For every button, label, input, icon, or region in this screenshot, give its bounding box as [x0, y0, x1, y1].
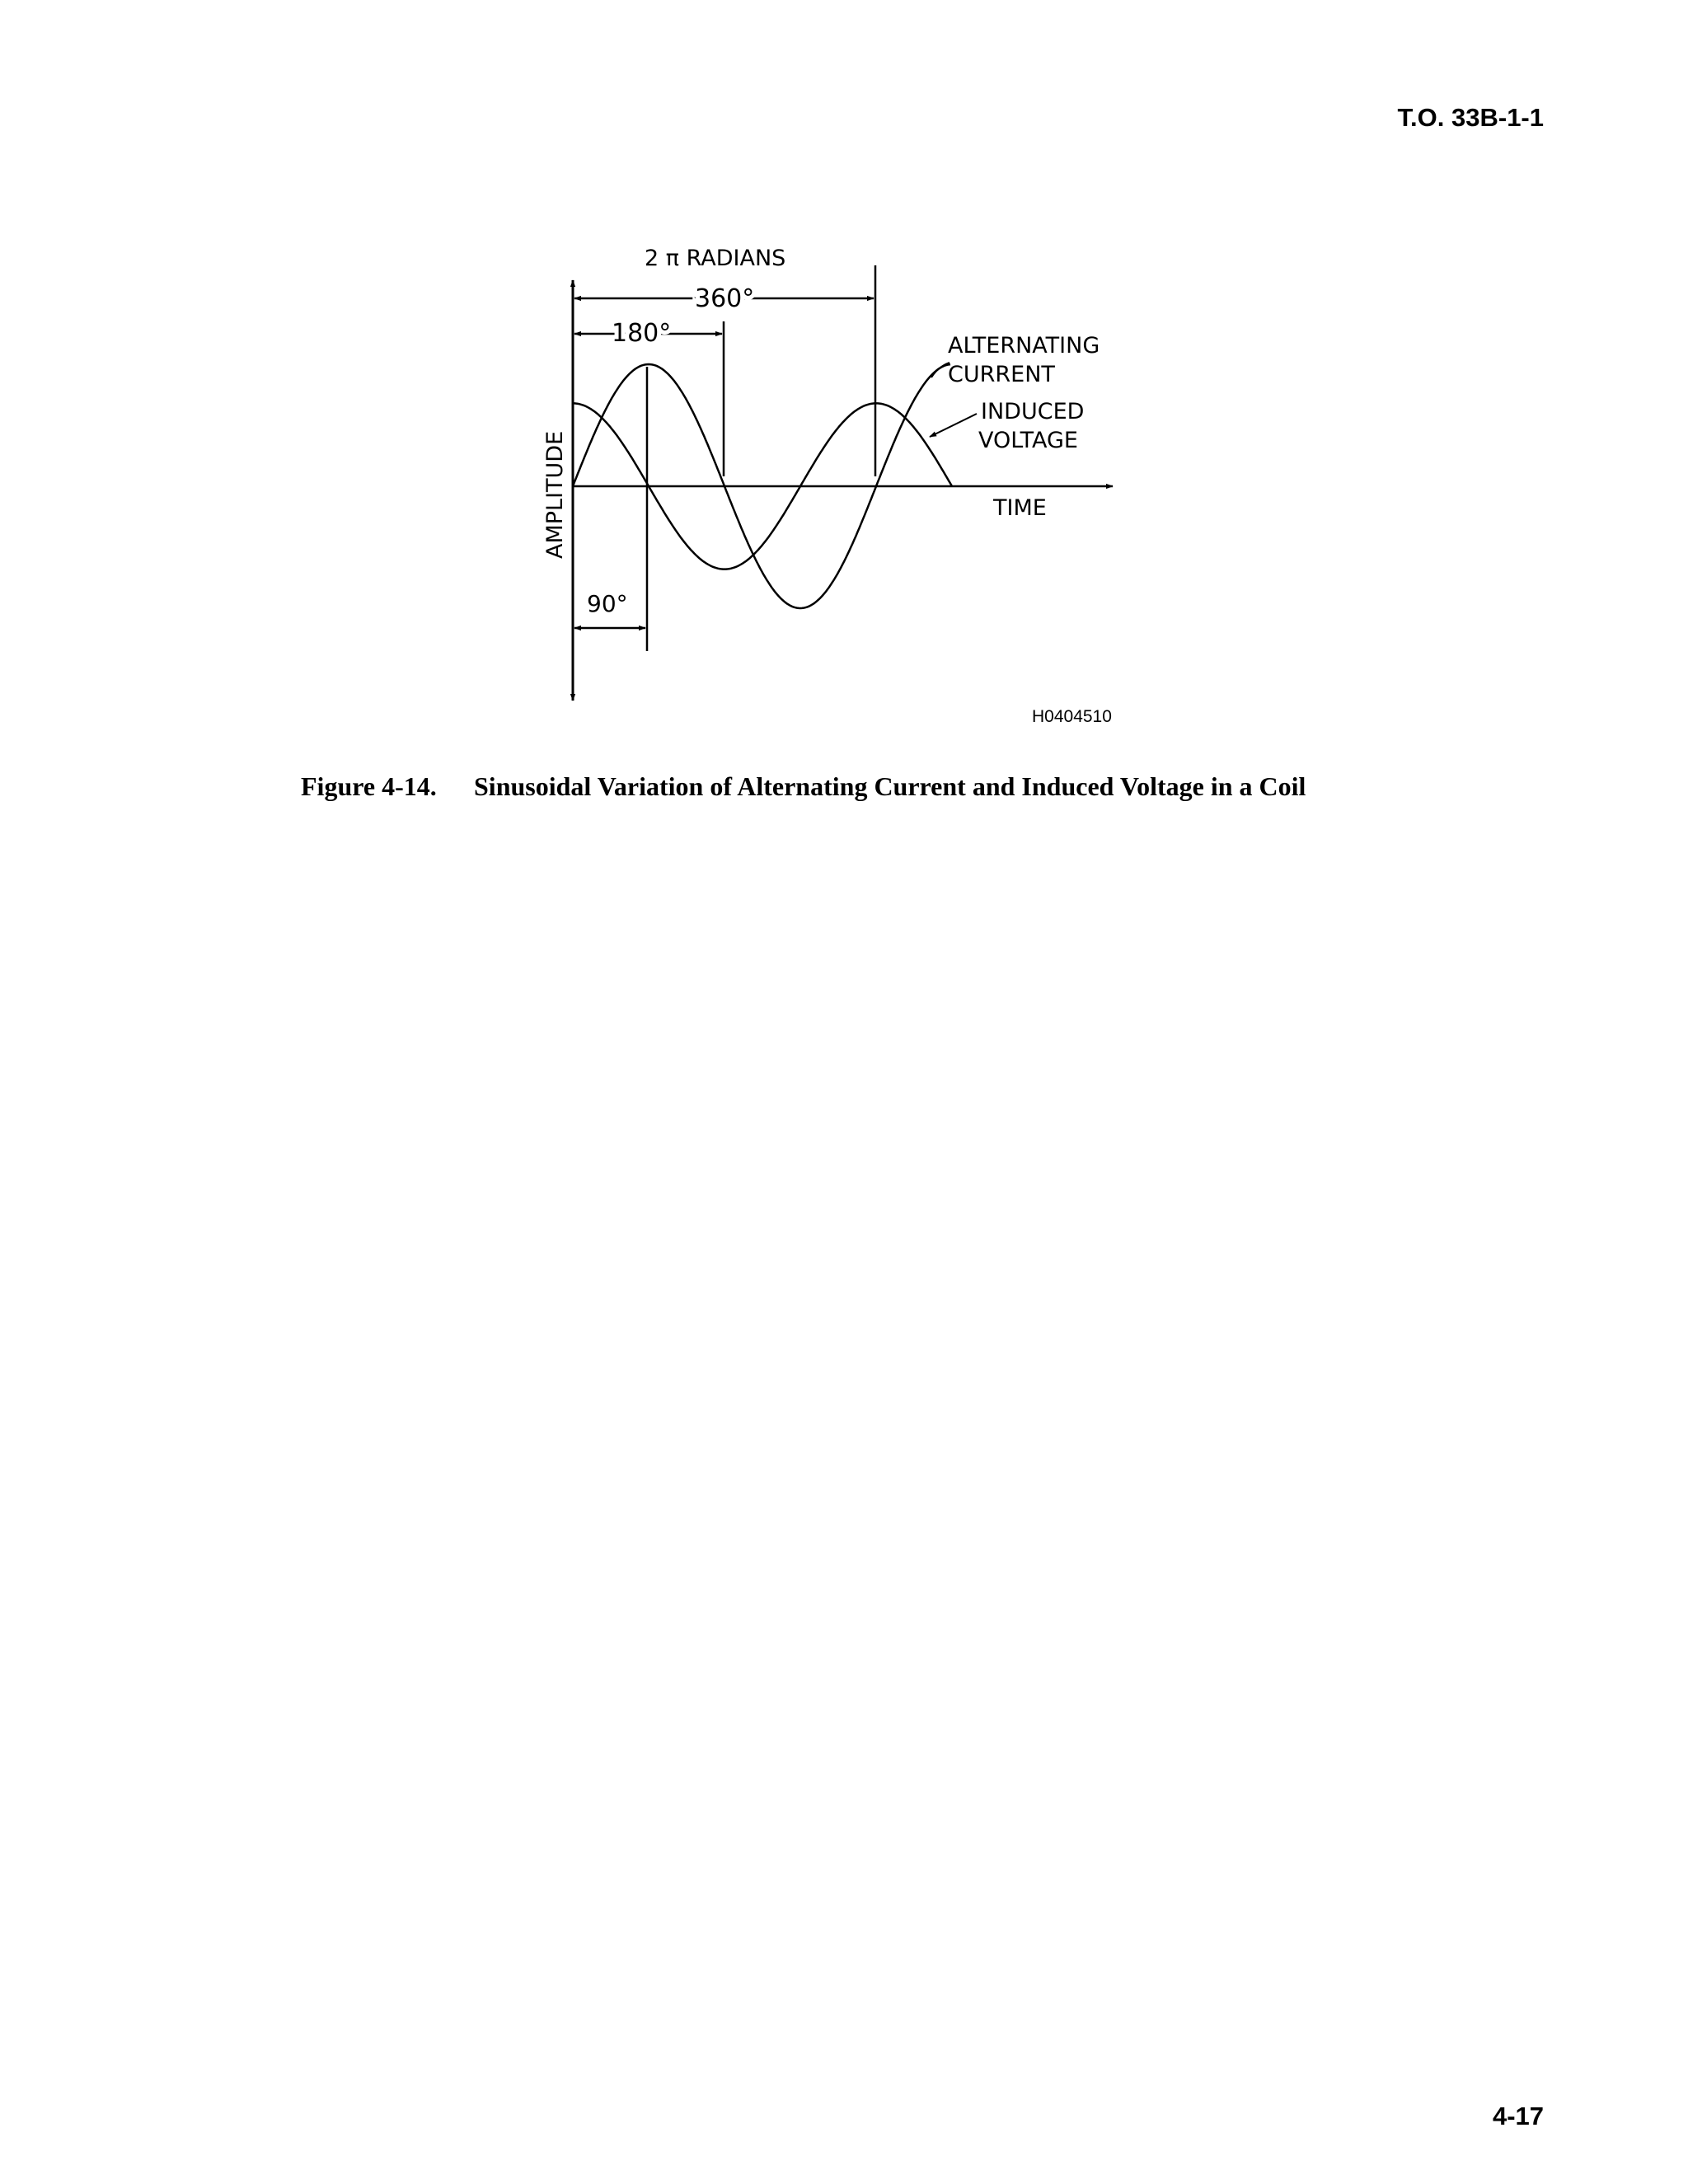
- figure-svg: [0, 0, 1688, 783]
- alternating-current-label-line2: CURRENT: [948, 362, 1055, 387]
- figure-caption-number: Figure 4-14.: [301, 771, 437, 801]
- page-number: 4-17: [1492, 2102, 1544, 2130]
- figure-id-label: H0404510: [1032, 707, 1112, 726]
- deg-180-label: 180°: [612, 319, 672, 348]
- time-label: TIME: [993, 495, 1047, 521]
- document-id: T.O. 33B-1-1: [1397, 103, 1544, 132]
- induced-voltage-label-line1: INDUCED: [981, 399, 1085, 424]
- induced-voltage-label-line2: VOLTAGE: [978, 428, 1078, 453]
- induced-voltage-leader: [930, 414, 977, 437]
- deg-90-label: 90°: [587, 590, 628, 617]
- sine-wave-figure: [0, 0, 1688, 783]
- figure-caption: [301, 771, 1306, 802]
- deg-360-label: 360°: [695, 284, 755, 313]
- radians-label: 2 π RADIANS: [645, 246, 786, 271]
- alternating-current-label-line1: ALTERNATING: [948, 333, 1100, 359]
- amplitude-label: AMPLITUDE: [542, 430, 568, 559]
- figure-caption-text: Sinusoidal Variation of Alternating Current and Induced Voltage in a Coil: [474, 771, 1306, 801]
